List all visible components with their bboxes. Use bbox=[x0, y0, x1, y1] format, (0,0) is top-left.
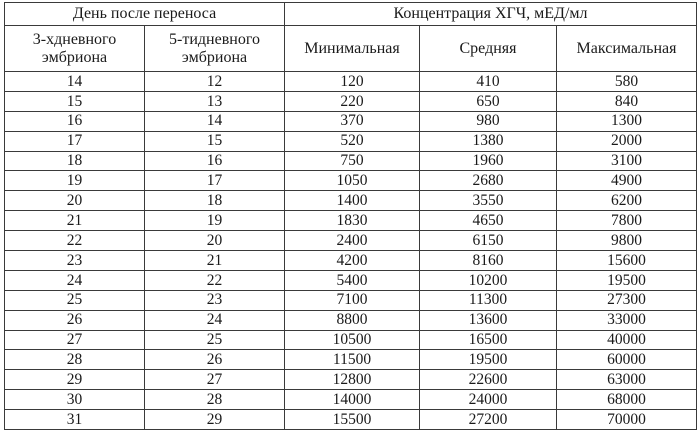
table-row bbox=[5, 131, 697, 151]
cell-minimum: 11500 bbox=[285, 350, 420, 370]
cell-minimum: 750 bbox=[285, 151, 420, 171]
cell-minimum: 1830 bbox=[285, 211, 420, 231]
header-group-row bbox=[5, 3, 697, 26]
cell-maximum: 19500 bbox=[557, 270, 697, 290]
table-row bbox=[5, 390, 697, 410]
cell-maximum: 15600 bbox=[557, 251, 697, 271]
cell-day5: 27 bbox=[145, 370, 285, 390]
cell-minimum: 220 bbox=[285, 91, 420, 111]
cell-day3: 19 bbox=[5, 171, 145, 191]
cell-day3: 25 bbox=[5, 290, 145, 310]
cell-day3: 29 bbox=[5, 370, 145, 390]
table-row bbox=[5, 72, 697, 92]
cell-minimum: 15500 bbox=[285, 410, 420, 430]
table-row bbox=[5, 231, 697, 251]
header-day-after-transfer: День после переноса bbox=[5, 3, 285, 26]
cell-day5: 24 bbox=[145, 310, 285, 330]
header-hcg-concentration: Концентрация ХГЧ, мЕД/мл bbox=[285, 3, 697, 26]
cell-day3: 17 bbox=[5, 131, 145, 151]
cell-average: 10200 bbox=[420, 270, 557, 290]
cell-day5: 17 bbox=[145, 171, 285, 191]
cell-day3: 20 bbox=[5, 191, 145, 211]
cell-day5: 20 bbox=[145, 231, 285, 251]
cell-day5: 16 bbox=[145, 151, 285, 171]
header-average: Средняя bbox=[420, 26, 557, 72]
cell-maximum: 7800 bbox=[557, 211, 697, 231]
cell-day5: 29 bbox=[145, 410, 285, 430]
cell-day5: 28 bbox=[145, 390, 285, 410]
cell-day3: 23 bbox=[5, 251, 145, 271]
table-row bbox=[5, 330, 697, 350]
table-row bbox=[5, 270, 697, 290]
cell-day5: 23 bbox=[145, 290, 285, 310]
cell-maximum: 60000 bbox=[557, 350, 697, 370]
table-row bbox=[5, 151, 697, 171]
cell-average: 8160 bbox=[420, 251, 557, 271]
table-body bbox=[5, 72, 697, 430]
cell-maximum: 70000 bbox=[557, 410, 697, 430]
cell-day3: 30 bbox=[5, 390, 145, 410]
cell-day3: 31 bbox=[5, 410, 145, 430]
table-header bbox=[5, 3, 697, 72]
table-row bbox=[5, 251, 697, 271]
cell-average: 6150 bbox=[420, 231, 557, 251]
cell-average: 2680 bbox=[420, 171, 557, 191]
table-row bbox=[5, 350, 697, 370]
cell-average: 13600 bbox=[420, 310, 557, 330]
cell-average: 27200 bbox=[420, 410, 557, 430]
cell-day3: 27 bbox=[5, 330, 145, 350]
cell-average: 11300 bbox=[420, 290, 557, 310]
header-maximum: Максимальная bbox=[557, 26, 697, 72]
table-row bbox=[5, 370, 697, 390]
cell-minimum: 370 bbox=[285, 111, 420, 131]
cell-maximum: 40000 bbox=[557, 330, 697, 350]
cell-day5: 26 bbox=[145, 350, 285, 370]
cell-day5: 18 bbox=[145, 191, 285, 211]
cell-average: 980 bbox=[420, 111, 557, 131]
cell-maximum: 9800 bbox=[557, 231, 697, 251]
cell-average: 24000 bbox=[420, 390, 557, 410]
table-row bbox=[5, 310, 697, 330]
cell-day5: 22 bbox=[145, 270, 285, 290]
cell-day5: 19 bbox=[145, 211, 285, 231]
cell-day3: 18 bbox=[5, 151, 145, 171]
cell-day3: 15 bbox=[5, 91, 145, 111]
cell-maximum: 27300 bbox=[557, 290, 697, 310]
cell-day3: 26 bbox=[5, 310, 145, 330]
cell-maximum: 4900 bbox=[557, 171, 697, 191]
cell-average: 16500 bbox=[420, 330, 557, 350]
cell-maximum: 3100 bbox=[557, 151, 697, 171]
table-row bbox=[5, 211, 697, 231]
table-row bbox=[5, 191, 697, 211]
hcg-concentration-table bbox=[4, 2, 697, 430]
cell-minimum: 8800 bbox=[285, 310, 420, 330]
cell-minimum: 5400 bbox=[285, 270, 420, 290]
cell-day3: 24 bbox=[5, 270, 145, 290]
cell-minimum: 520 bbox=[285, 131, 420, 151]
cell-maximum: 6200 bbox=[557, 191, 697, 211]
cell-average: 3550 bbox=[420, 191, 557, 211]
cell-day5: 13 bbox=[145, 91, 285, 111]
table-row bbox=[5, 91, 697, 111]
cell-maximum: 2000 bbox=[557, 131, 697, 151]
header-day3-embryo: 3-хдневного эмбриона bbox=[5, 26, 145, 72]
cell-minimum: 1400 bbox=[285, 191, 420, 211]
cell-day3: 28 bbox=[5, 350, 145, 370]
cell-minimum: 7100 bbox=[285, 290, 420, 310]
cell-average: 1960 bbox=[420, 151, 557, 171]
cell-average: 650 bbox=[420, 91, 557, 111]
cell-day3: 16 bbox=[5, 111, 145, 131]
cell-maximum: 1300 bbox=[557, 111, 697, 131]
cell-maximum: 33000 bbox=[557, 310, 697, 330]
cell-average: 22600 bbox=[420, 370, 557, 390]
cell-maximum: 68000 bbox=[557, 390, 697, 410]
cell-average: 410 bbox=[420, 72, 557, 92]
cell-minimum: 2400 bbox=[285, 231, 420, 251]
cell-maximum: 63000 bbox=[557, 370, 697, 390]
cell-minimum: 4200 bbox=[285, 251, 420, 271]
cell-minimum: 1050 bbox=[285, 171, 420, 191]
cell-day3: 21 bbox=[5, 211, 145, 231]
table-row bbox=[5, 290, 697, 310]
cell-day5: 14 bbox=[145, 111, 285, 131]
table-row bbox=[5, 171, 697, 191]
cell-average: 4650 bbox=[420, 211, 557, 231]
header-minimum: Минимальная bbox=[285, 26, 420, 72]
hcg-table-container bbox=[4, 2, 696, 430]
cell-average: 19500 bbox=[420, 350, 557, 370]
cell-maximum: 840 bbox=[557, 91, 697, 111]
header-sub-row bbox=[5, 26, 697, 72]
cell-average: 1380 bbox=[420, 131, 557, 151]
cell-day5: 25 bbox=[145, 330, 285, 350]
cell-maximum: 580 bbox=[557, 72, 697, 92]
cell-day5: 12 bbox=[145, 72, 285, 92]
cell-day3: 14 bbox=[5, 72, 145, 92]
table-row bbox=[5, 111, 697, 131]
cell-day5: 21 bbox=[145, 251, 285, 271]
cell-day3: 22 bbox=[5, 231, 145, 251]
cell-minimum: 14000 bbox=[285, 390, 420, 410]
cell-minimum: 10500 bbox=[285, 330, 420, 350]
cell-day5: 15 bbox=[145, 131, 285, 151]
header-day5-embryo: 5-тидневного эмбриона bbox=[145, 26, 285, 72]
cell-minimum: 120 bbox=[285, 72, 420, 92]
cell-minimum: 12800 bbox=[285, 370, 420, 390]
